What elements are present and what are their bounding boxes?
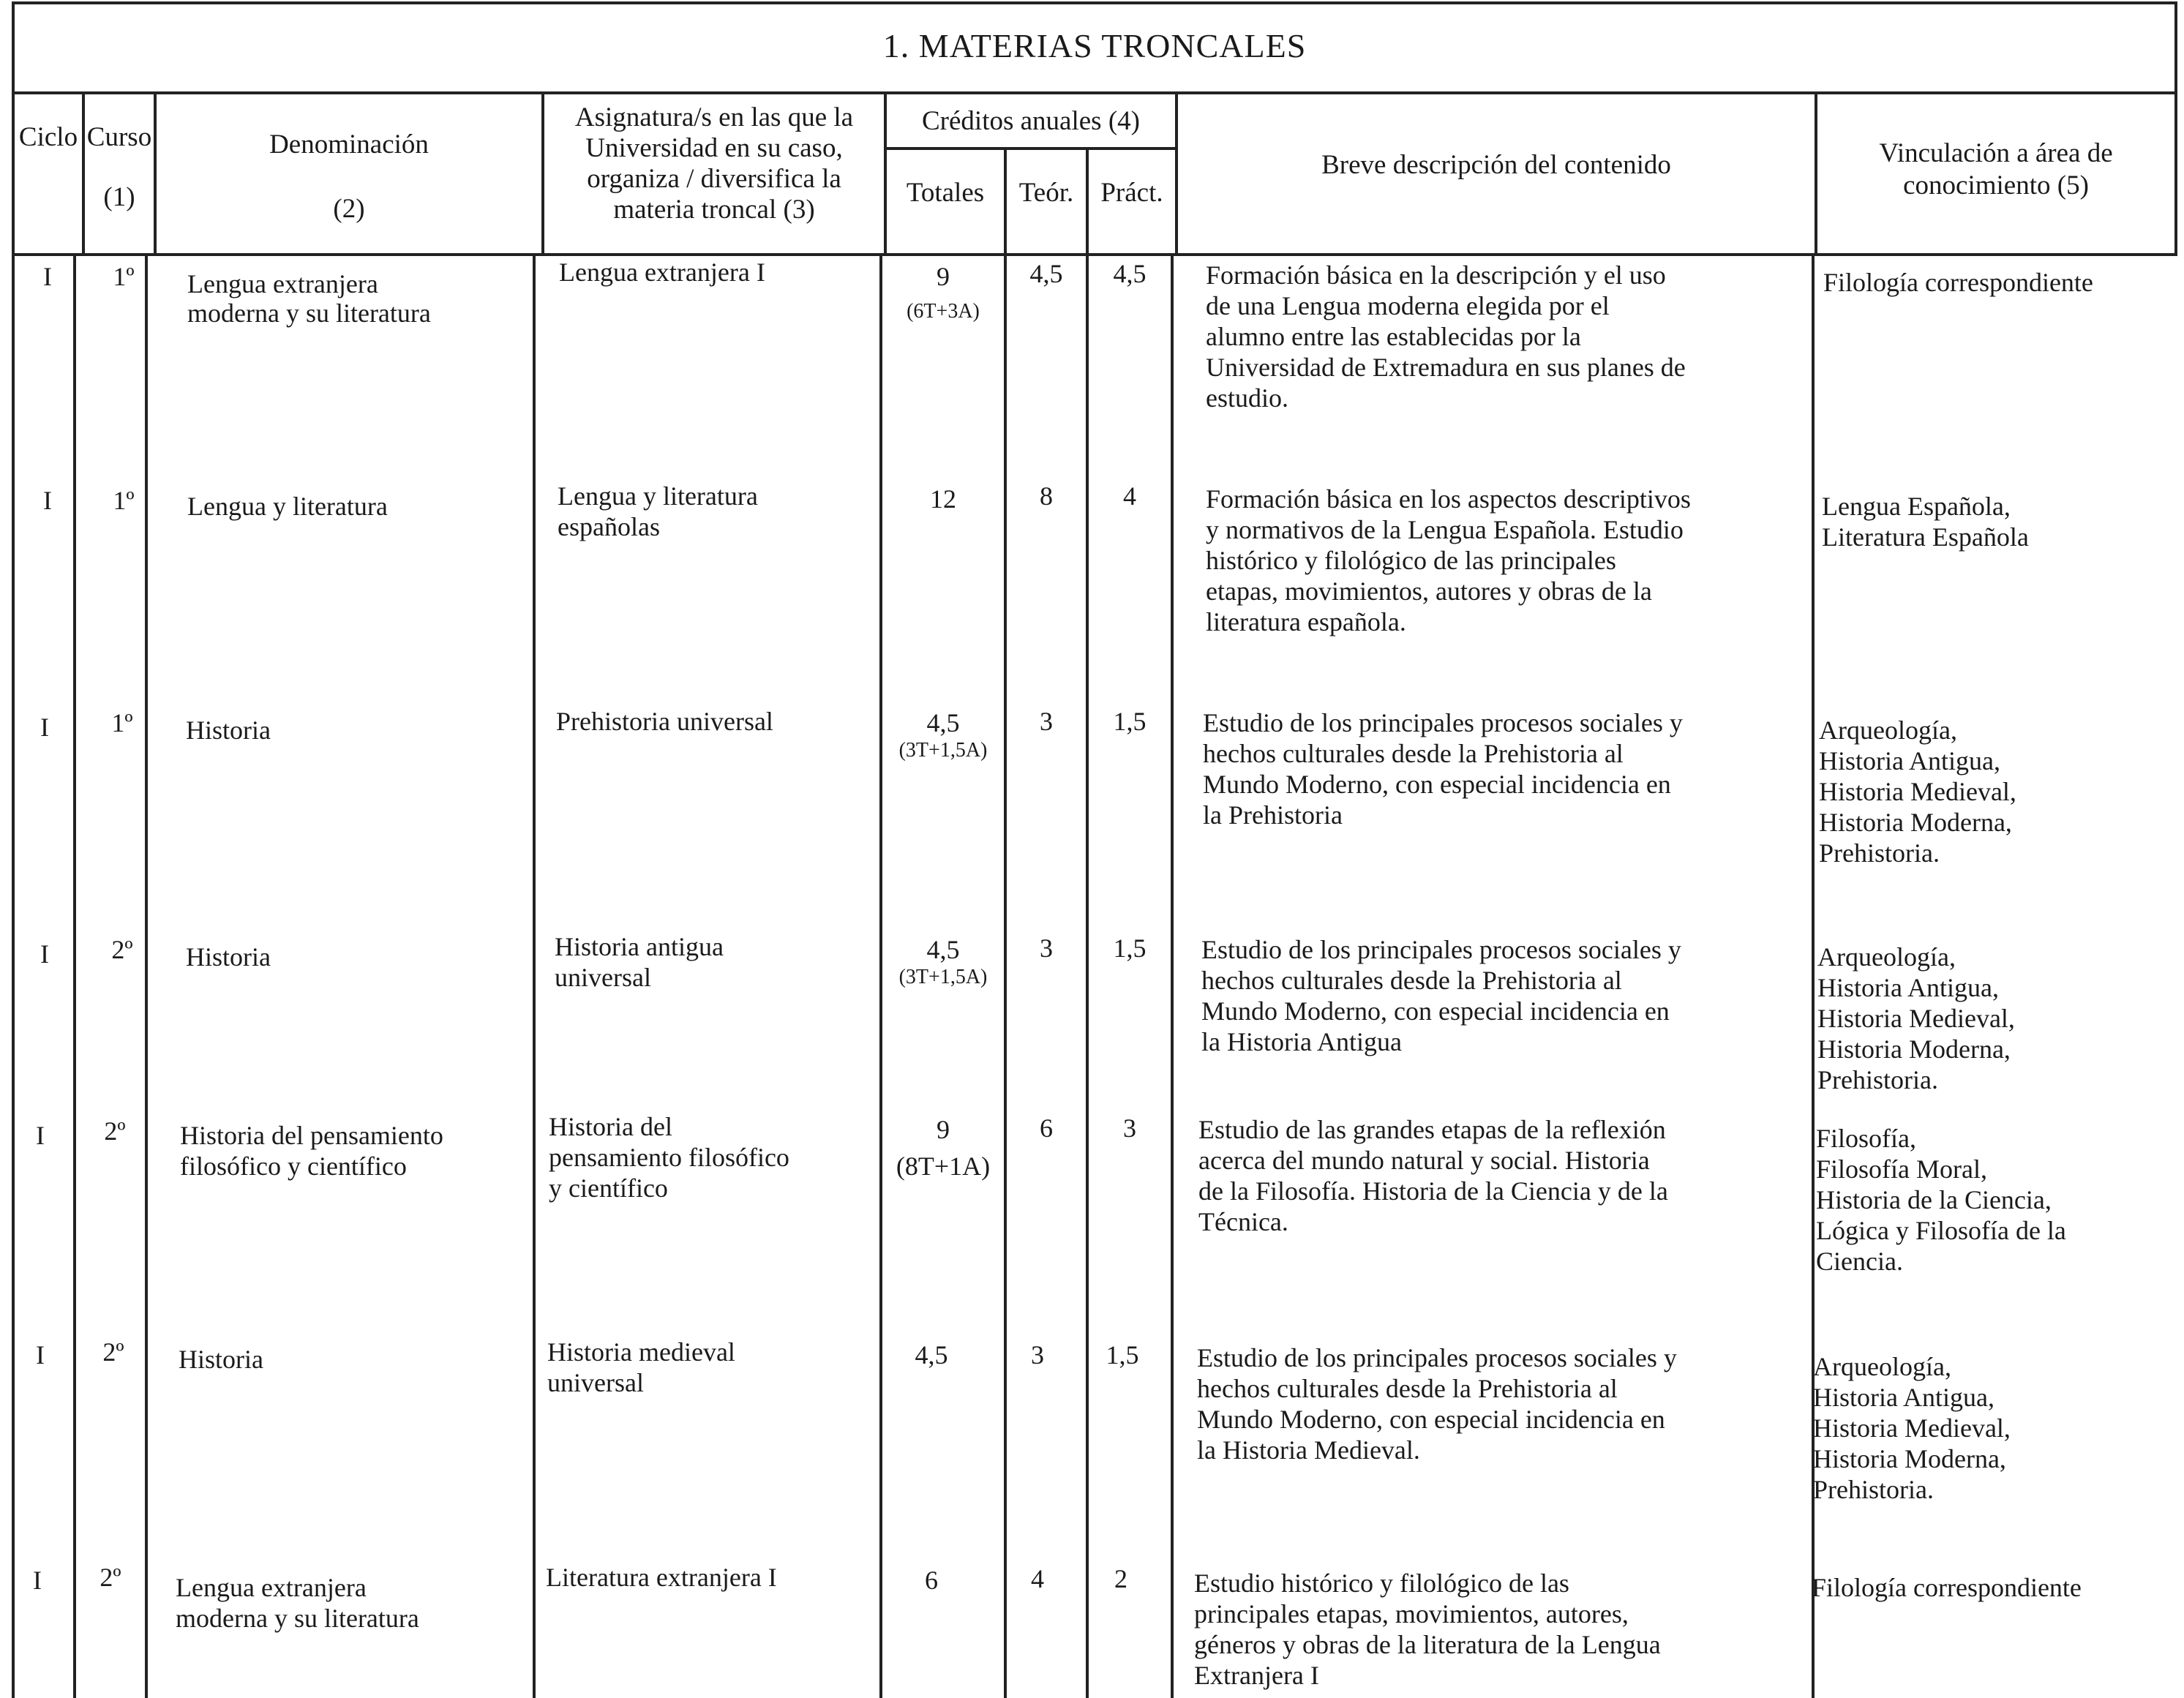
cell-pract: 1,5 <box>1113 933 1147 963</box>
header-denominacion: Denominación <box>269 129 429 159</box>
cell-descripcion: Estudio histórico y filológico de las <box>1194 1569 1569 1598</box>
cell-totales-detail: (3T+1,5A) <box>898 966 988 988</box>
cell-vinculacion: Historia Medieval, <box>1817 1004 2015 1033</box>
cell-vinculacion: Filología correspondiente <box>1812 1573 2082 1602</box>
header-vinculacion-l2: conocimiento (5) <box>1903 170 2089 200</box>
header-asignatura-l2: Universidad en su caso, <box>585 133 843 163</box>
cell-totales: 4,5 <box>926 935 960 964</box>
cell-ciclo: I <box>40 713 49 742</box>
cell-denominacion: Lengua y literatura <box>187 492 388 521</box>
cell-asignatura: pensamiento filosófico <box>549 1143 789 1172</box>
header-descripcion: Breve descripción del contenido <box>1321 150 1671 180</box>
cell-vinculacion: Prehistoria. <box>1819 838 1940 868</box>
cell-vinculacion: Historia de la Ciencia, <box>1816 1185 2052 1214</box>
cell-descripcion: la Historia Antigua <box>1201 1027 1402 1056</box>
cell-asignatura: Historia medieval <box>547 1337 735 1367</box>
cell-pract: 1,5 <box>1113 707 1147 736</box>
cell-vinculacion: Ciencia. <box>1816 1247 1903 1276</box>
cell-descripcion: hechos culturales desde la Prehistoria al <box>1197 1374 1618 1403</box>
cell-vinculacion: Lengua Española, <box>1822 492 2011 521</box>
cell-vinculacion: Filosofía Moral, <box>1816 1154 1987 1184</box>
cell-asignatura: Historia antigua <box>555 932 724 961</box>
cell-descripcion: Estudio de los principales procesos sociales y <box>1201 935 1681 964</box>
title-box <box>12 1 2177 94</box>
cell-descripcion: la Historia Medieval. <box>1197 1435 1420 1465</box>
header-pract: Práct. <box>1100 178 1163 208</box>
cell-asignatura: Lengua y literatura <box>558 481 758 511</box>
cell-descripcion: de la Filosofía. Historia de la Ciencia y de la <box>1198 1176 1668 1206</box>
cell-denominacion: Historia <box>186 942 271 972</box>
cell-vinculacion: Filosofía, <box>1816 1124 1917 1153</box>
cell-totales: 9 <box>937 262 950 291</box>
cell-ciclo: I <box>36 1340 45 1370</box>
cell-asignatura: Historia del <box>549 1112 672 1141</box>
cell-totales: 9 <box>937 1115 950 1144</box>
header-bottom-line <box>12 253 2177 256</box>
header-totales: Totales <box>906 178 985 208</box>
table-left-border <box>12 94 15 1698</box>
cell-descripcion: alumno entre las establecidas por la <box>1206 322 1581 351</box>
page-title: 1. MATERIAS TRONCALES <box>882 27 1307 64</box>
cell-vinculacion: Historia Moderna, <box>1819 808 2012 837</box>
header-curso-note: (1) <box>103 182 135 212</box>
cell-teor: 8 <box>1040 481 1053 511</box>
cell-curso: 2º <box>111 935 133 964</box>
col-sep-curso <box>154 94 157 256</box>
creditos-subheader-line <box>884 147 1178 150</box>
header-creditos: Créditos anuales (4) <box>922 106 1140 136</box>
cell-denominacion: Lengua extranjera <box>176 1573 367 1602</box>
cell-descripcion: estudio. <box>1206 383 1288 413</box>
cell-ciclo: I <box>43 486 52 515</box>
cell-descripcion: y normativos de la Lengua Española. Estudio <box>1206 515 1684 544</box>
cell-descripcion: la Prehistoria <box>1203 800 1343 830</box>
cell-denominacion: Historia del pensamiento <box>180 1121 443 1150</box>
cell-asignatura: Lengua extranjera I <box>559 258 765 287</box>
cell-denominacion: moderna y su literatura <box>176 1604 419 1633</box>
cell-curso: 1º <box>111 708 133 737</box>
cell-descripcion: Estudio de los principales procesos sociales y <box>1203 708 1683 737</box>
cell-vinculacion: Filología correspondiente <box>1823 268 2093 297</box>
cell-descripcion: literatura española. <box>1206 607 1406 636</box>
cell-vinculacion: Arqueología, <box>1813 1352 1951 1381</box>
cell-asignatura: españolas <box>558 512 660 541</box>
cell-descripcion: Mundo Moderno, con especial incidencia en <box>1203 770 1671 799</box>
cell-totales-detail: (3T+1,5A) <box>898 739 988 762</box>
header-denominacion-note: (2) <box>333 194 365 224</box>
cell-totales: 4,5 <box>926 708 960 737</box>
cell-pract: 4,5 <box>1113 259 1147 288</box>
cell-totales: 6 <box>925 1566 938 1595</box>
cell-vinculacion: Arqueología, <box>1817 942 1956 972</box>
body-sep-denominacion <box>533 256 536 1698</box>
cell-curso: 2º <box>100 1563 121 1592</box>
cell-descripcion: Técnica. <box>1198 1207 1288 1236</box>
cell-denominacion: filosófico y científico <box>180 1152 407 1181</box>
cell-denominacion: Historia <box>186 715 271 745</box>
cell-asignatura: universal <box>547 1368 644 1397</box>
header-curso: Curso <box>86 122 152 152</box>
cell-teor: 4 <box>1031 1564 1044 1593</box>
cell-vinculacion: Historia Antigua, <box>1817 973 1999 1002</box>
cell-asignatura: Prehistoria universal <box>556 707 773 736</box>
cell-descripcion: Estudio de las grandes etapas de la reflexión <box>1198 1115 1666 1144</box>
body-sep-curso <box>145 256 148 1698</box>
cell-pract: 4 <box>1123 481 1136 511</box>
cell-descripcion: principales etapas, movimientos, autores, <box>1194 1599 1629 1628</box>
cell-asignatura: universal <box>555 963 651 992</box>
cell-asignatura: Literatura extranjera I <box>546 1563 777 1592</box>
cell-descripcion: géneros y obras de la literatura de la Lengua <box>1194 1630 1661 1659</box>
cell-vinculacion: Historia Antigua, <box>1819 746 2000 775</box>
header-vinculacion-l1: Vinculación a área de <box>1879 138 2113 168</box>
header-ciclo: Ciclo <box>18 122 78 152</box>
cell-descripcion: hechos culturales desde la Prehistoria al <box>1203 739 1624 768</box>
cell-ciclo: I <box>40 939 49 969</box>
cell-ciclo: I <box>36 1121 45 1150</box>
cell-ciclo: I <box>43 262 52 291</box>
cell-vinculacion: Prehistoria. <box>1813 1475 1934 1504</box>
cell-descripcion: hechos culturales desde la Prehistoria al <box>1201 966 1622 995</box>
cell-descripcion: Formación básica en la descripción y el uso <box>1206 260 1666 290</box>
cell-vinculacion: Historia Moderna, <box>1813 1444 2006 1473</box>
cell-descripcion: Mundo Moderno, con especial incidencia en <box>1201 996 1670 1026</box>
header-asignatura-l4: materia troncal (3) <box>613 195 815 225</box>
cell-curso: 2º <box>102 1337 124 1367</box>
cell-descripcion: Estudio de los principales procesos sociales y <box>1197 1343 1677 1372</box>
body-sep-ciclo <box>73 256 76 1698</box>
cell-descripcion: etapas, movimientos, autores y obras de la <box>1206 576 1652 606</box>
cell-vinculacion: Literatura Española <box>1822 522 2029 552</box>
cell-descripcion: Mundo Moderno, con especial incidencia en <box>1197 1405 1665 1434</box>
cell-denominacion: Lengua extranjera <box>187 269 378 298</box>
cell-totales-detail: (8T+1A) <box>896 1152 991 1181</box>
cell-denominacion: Historia <box>179 1345 263 1374</box>
col-sep-ciclo <box>82 94 85 256</box>
cell-vinculacion: Historia Antigua, <box>1813 1383 1995 1412</box>
cell-pract: 3 <box>1123 1113 1136 1143</box>
cell-curso: 1º <box>113 486 135 515</box>
body-sep-teor <box>1086 256 1089 1698</box>
cell-teor: 3 <box>1040 933 1053 963</box>
cell-pract: 1,5 <box>1106 1340 1139 1370</box>
cell-descripcion: Formación básica en los aspectos descriptivos <box>1206 484 1691 514</box>
cell-teor: 3 <box>1031 1340 1044 1370</box>
header-asignatura-l3: organiza / diversifica la <box>587 164 841 194</box>
cell-vinculacion: Historia Medieval, <box>1819 777 2016 806</box>
cell-teor: 6 <box>1040 1113 1053 1143</box>
cell-vinculacion: Arqueología, <box>1819 715 1957 745</box>
cell-descripcion: Universidad de Extremadura en sus planes de <box>1206 353 1686 382</box>
cell-descripcion: histórico y filológico de las principales <box>1206 546 1616 575</box>
cell-curso: 2º <box>104 1116 126 1146</box>
cell-descripcion: Extranjera I <box>1194 1661 1319 1690</box>
cell-curso: 1º <box>113 262 135 291</box>
cell-asignatura: y científico <box>549 1173 668 1203</box>
body-sep-pract <box>1171 256 1174 1698</box>
cell-descripcion: de una Lengua moderna elegida por el <box>1206 291 1610 320</box>
cell-totales-detail: (6T+3A) <box>907 300 980 323</box>
cell-teor: 3 <box>1040 707 1053 736</box>
header-asignatura-l1: Asignatura/s en las que la <box>574 102 854 132</box>
cell-vinculacion: Historia Medieval, <box>1813 1413 2011 1443</box>
body-sep-totales <box>1004 256 1007 1698</box>
table-right-border <box>2174 94 2177 255</box>
cell-totales: 4,5 <box>915 1340 948 1370</box>
cell-descripcion: acerca del mundo natural y social. Historia <box>1198 1146 1650 1175</box>
cell-pract: 2 <box>1114 1564 1127 1593</box>
cell-vinculacion: Lógica y Filosofía de la <box>1816 1216 2066 1245</box>
cell-teor: 4,5 <box>1029 259 1063 288</box>
header-teor: Teór. <box>1018 178 1074 208</box>
cell-vinculacion: Prehistoria. <box>1817 1065 1938 1094</box>
cell-ciclo: I <box>33 1566 42 1595</box>
cell-vinculacion: Historia Moderna, <box>1817 1034 2011 1064</box>
cell-denominacion: moderna y su literatura <box>187 298 431 328</box>
cell-totales: 12 <box>930 484 956 514</box>
